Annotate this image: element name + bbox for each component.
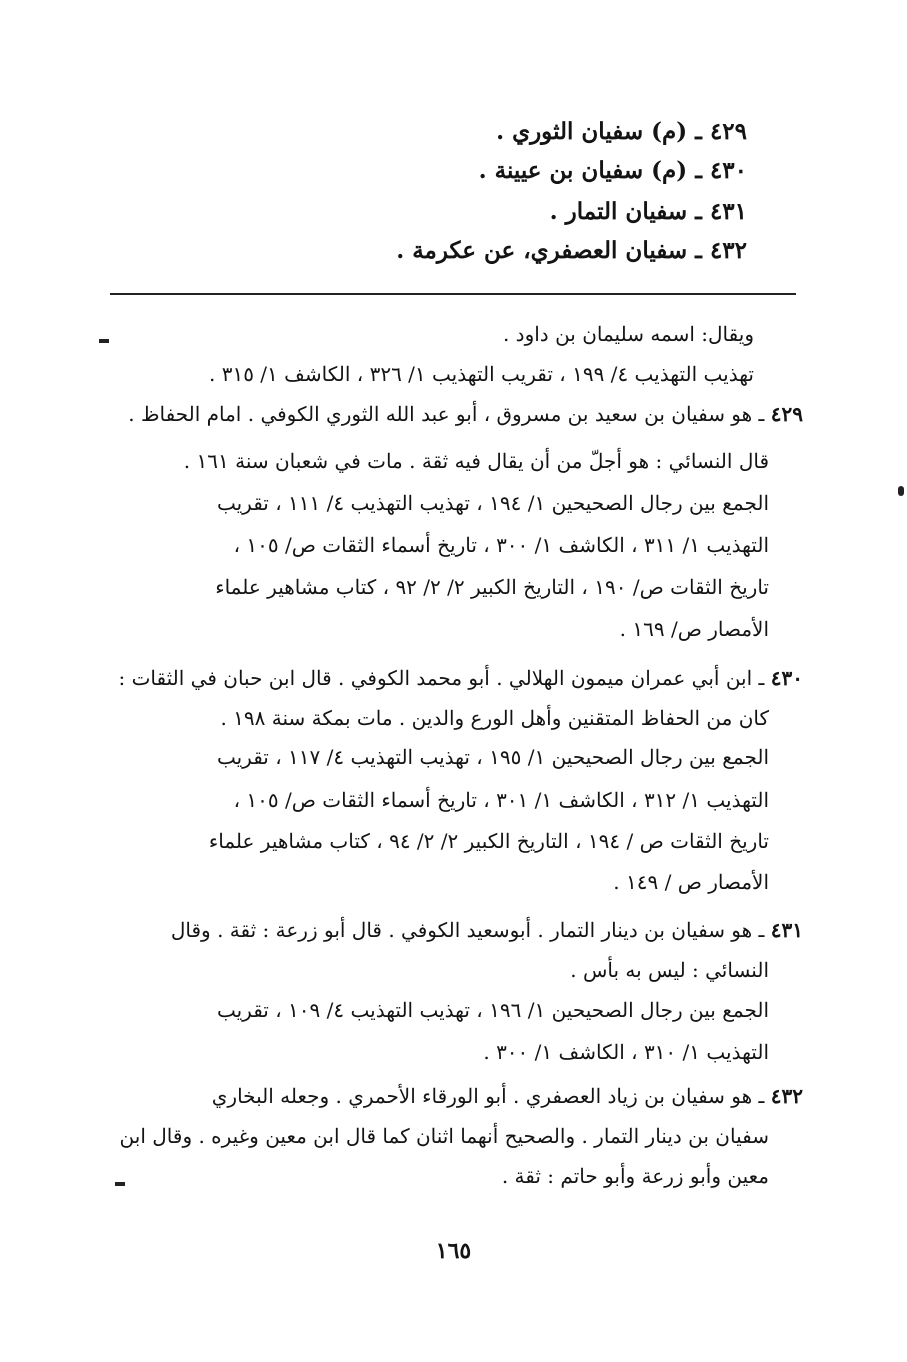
footnote-line: تاريخ الثقات ص / ١٩٤ ، التاريخ الكبير ٢/ ٢/ ٩٤ ، كتاب مشاهير علماء bbox=[208, 829, 769, 853]
footnote-line: معين وأبو زرعة وأبو حاتم : ثقة . bbox=[501, 1164, 769, 1188]
footnote-line: الجمع بين رجال الصحيحين ١/ ١٩٥ ، تهذيب التهذيب ٤/ ١١٧ ، تقريب bbox=[216, 745, 769, 769]
footnote-number: ٤٣١ bbox=[770, 918, 803, 942]
footnote-line: الأمصار ص/ ١٦٩ . bbox=[619, 617, 769, 641]
footnote-431-first-line bbox=[171, 918, 803, 942]
footnote-line: التهذيب ١/ ٣١١ ، الكاشف ١/ ٣٠٠ ، تاريخ أسماء الثقات ص/ ١٠٥ ، bbox=[233, 533, 769, 557]
footnote-line: التهذيب ١/ ٣١٢ ، الكاشف ١/ ٣٠١ ، تاريخ أسماء الثقات ص/ ١٠٥ ، bbox=[233, 788, 769, 812]
footnote-line: الجمع بين رجال الصحيحين ١/ ١٩٤ ، تهذيب التهذيب ٤/ ١١١ ، تقريب bbox=[216, 491, 769, 515]
footnote-number: ٤٢٩ bbox=[770, 402, 803, 426]
footnote-text: ـ هو سفيان بن سعيد بن مسروق ، أبو عبد الله الثوري الكوفي . امام الحفاظ . bbox=[128, 402, 765, 426]
footnote-bullet bbox=[99, 339, 109, 343]
footnote-line: الأمصار ص / ١٤٩ . bbox=[613, 870, 769, 894]
page-number: ١٦٥ bbox=[435, 1238, 472, 1264]
scan-speck bbox=[898, 486, 904, 496]
entry-heading-432: ٤٣٢ ـ سفيان العصفري، عن عكرمة . bbox=[396, 237, 747, 264]
footnote-line: الجمع بين رجال الصحيحين ١/ ١٩٦ ، تهذيب التهذيب ٤/ ١٠٩ ، تقريب bbox=[216, 998, 769, 1022]
footnote-separator bbox=[110, 293, 796, 295]
footnote-text: ـ ابن أبي عمران ميمون الهلالي . أبو محمد الكوفي . قال ابن حبان في الثقات : bbox=[118, 666, 765, 690]
footnote-line: النسائي : ليس به بأس . bbox=[570, 958, 769, 982]
footnote-429-first-line bbox=[128, 402, 803, 426]
entry-heading-430: ٤٣٠ ـ (م) سفيان بن عيينة . bbox=[478, 157, 747, 184]
footnote-line: كان من الحفاظ المتقنين وأهل الورع والدين . مات بمكة سنة ١٩٨ . bbox=[220, 706, 769, 730]
footnote-line: تاريخ الثقات ص/ ١٩٠ ، التاريخ الكبير ٢/ ٢/ ٩٢ ، كتاب مشاهير علماء bbox=[215, 575, 769, 599]
footnote-number: ٤٣٠ bbox=[770, 666, 803, 690]
footnote-number: ٤٣٢ bbox=[770, 1084, 803, 1108]
footnote-line: التهذيب ١/ ٣١٠ ، الكاشف ١/ ٣٠٠ . bbox=[483, 1040, 769, 1064]
footnote-432-first-line bbox=[212, 1084, 803, 1108]
footnote-line: سفيان بن دينار التمار . والصحيح أنهما اثنان كما قال ابن معين وغيره . وقال ابن bbox=[119, 1124, 769, 1148]
footnote-text: ـ هو سفيان بن دينار التمار . أبوسعيد الكوفي . قال أبو زرعة : ثقة . وقال bbox=[170, 918, 765, 942]
entry-heading-431: ٤٣١ ـ سفيان التمار . bbox=[549, 198, 747, 225]
footnote-end-mark bbox=[115, 1182, 125, 1186]
footnote-line: تهذيب التهذيب ٤/ ١٩٩ ، تقريب التهذيب ١/ ٣٢٦ ، الكاشف ١/ ٣١٥ . bbox=[208, 362, 754, 386]
entry-heading-429: ٤٢٩ ـ (م) سفيان الثوري . bbox=[496, 118, 747, 145]
footnote-line: قال النسائي : هو أجلّ من أن يقال فيه ثقة . مات في شعبان سنة ١٦١ . bbox=[183, 449, 769, 473]
footnote-430-first-line bbox=[118, 666, 803, 690]
footnote-line: ويقال: اسمه سليمان بن داود . bbox=[502, 322, 754, 346]
footnote-text: ـ هو سفيان بن زياد العصفري . أبو الورقاء الأحمري . وجعله البخاري bbox=[211, 1084, 765, 1108]
